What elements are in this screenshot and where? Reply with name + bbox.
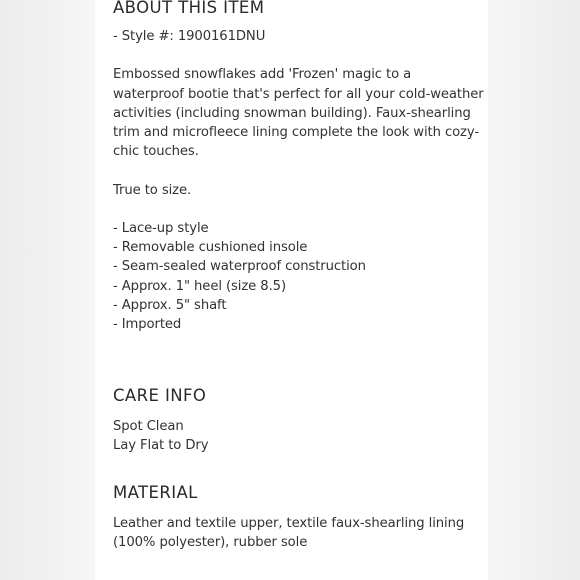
care-heading: CARE INFO (113, 386, 207, 406)
fit-note: True to size. (113, 182, 192, 198)
description (113, 65, 483, 161)
feature-list (113, 219, 483, 334)
feature-item: - Seam-sealed waterproof construction (113, 259, 366, 275)
care-list (113, 417, 483, 455)
description-line: waterproof bootie that's perfect for all your cold-weather (113, 86, 484, 102)
feature-item: - Lace-up style (113, 220, 209, 236)
feature-item: - Removable cushioned insole (113, 240, 308, 256)
product-details-content (113, 0, 483, 552)
care-item: Lay Flat to Dry (113, 438, 209, 454)
about-heading: ABOUT THIS ITEM (113, 0, 265, 17)
material-line: (100% polyester), rubber sole (113, 534, 308, 550)
feature-item: - Approx. 1" heel (size 8.5) (113, 278, 287, 294)
description-line: activities (including snowman building). Faux-shearling (113, 105, 471, 121)
material-heading: MATERIAL (113, 482, 198, 502)
description-line: chic touches. (113, 144, 199, 160)
material-text (113, 514, 483, 552)
description-line: trim and microfleece lining complete the look with cozy- (113, 125, 480, 140)
feature-item: - Approx. 5" shaft (113, 297, 227, 313)
care-item: Spot Clean (113, 419, 184, 435)
description-line: Embossed snowflakes add 'Frozen' magic to a (113, 67, 412, 83)
material-line: Leather and textile upper, textile faux-shearling lining (113, 515, 465, 531)
style-number: - Style #: 1900161DNU (113, 29, 266, 44)
feature-item: - Imported (113, 317, 182, 332)
